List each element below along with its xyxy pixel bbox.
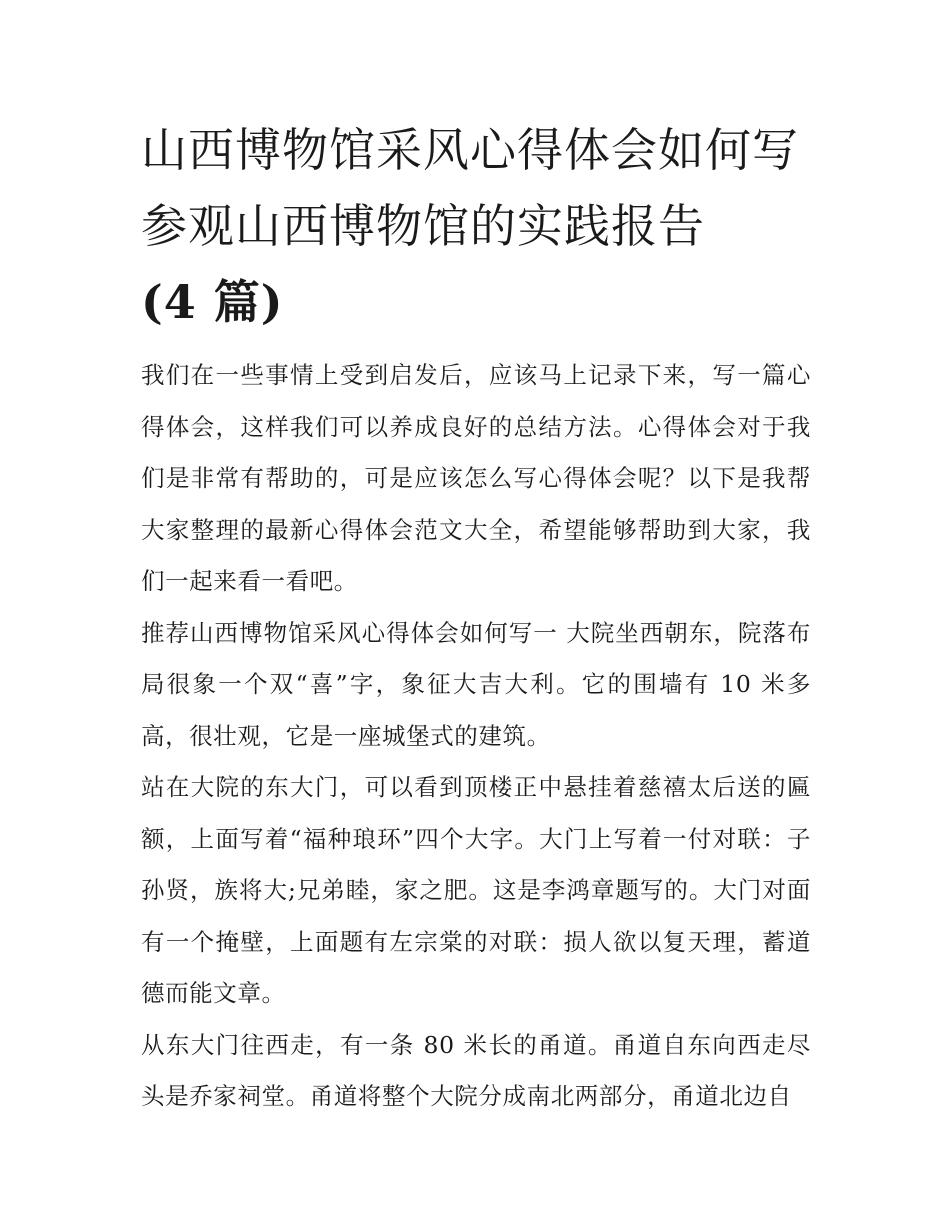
title-suffix: (4 篇) <box>141 275 284 329</box>
paragraph-intro: 我们在一些事情上受到启发后，应该马上记录下来，写一篇心得体会，这样我们可以养成良好的总结方法。心得体会对于我们是非常有帮助的，可是应该怎么写心得体会呢？以下是我帮大家整理的最新心得体会范文大全，希望能够帮助到大家，我们一起来看一看吧。 <box>141 361 811 595</box>
paragraph-passage: 从东大门往西走，有一条 80 米长的甬道。甬道自东向西走尽头是乔家祠堂。甬道将整个大院分成南北两部分，甬道北边自 <box>141 1030 811 1110</box>
paragraph-layout: 推荐山西博物馆采风心得体会如何写一 大院坐西朝东，院落布局很象一个双“喜”字，象征大吉大利。它的围墙有 10 米多高，很壮观，它是一座城堡式的建筑。 <box>141 618 811 750</box>
paragraph-east-gate: 站在大院的东大门，可以看到顶楼正中悬挂着慈禧太后送的匾额，上面写着“福种琅环”四个大字。大门上写着一付对联：子孙贤，族将大;兄弟睦，家之肥。这是李鸿章题写的。大门对面有一个掩壁，上面题有左宗棠的对联：损人欲以复天理，蓄道德而能文章。 <box>141 773 811 1007</box>
document-content <box>141 112 811 1123</box>
title-main: 山西博物馆采风心得体会如何写 参观山西博物馆的实践报告 <box>141 123 799 253</box>
document-title <box>141 112 811 340</box>
